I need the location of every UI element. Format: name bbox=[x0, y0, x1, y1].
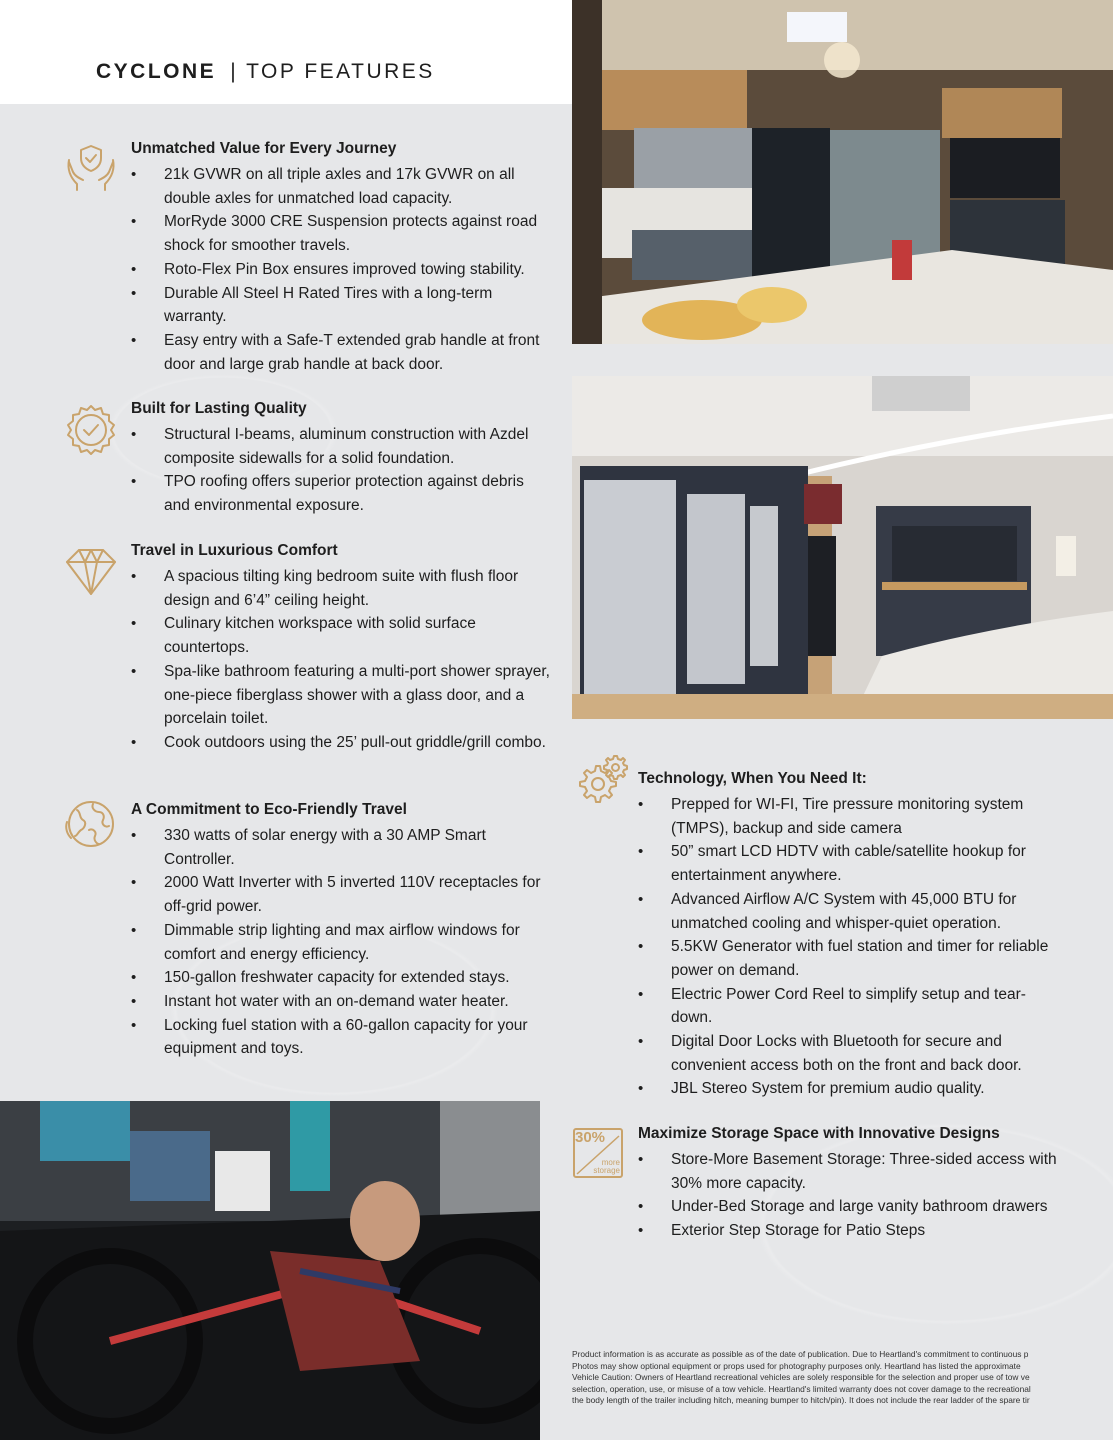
bedroom-photo bbox=[572, 376, 1113, 719]
list-item: • JBL Stereo System for premium audio quality. bbox=[638, 1077, 1058, 1101]
section-storage bbox=[638, 1124, 1058, 1243]
list-item: • A spacious tilting king bedroom suite with flush floor design and 6’4” ceiling height. bbox=[131, 565, 551, 612]
section-title: Built for Lasting Quality bbox=[131, 400, 307, 417]
list-item: • Instant hot water with an on-demand water heater. bbox=[131, 990, 551, 1014]
storage-badge-line1: more bbox=[601, 1158, 620, 1167]
feature-list bbox=[638, 1148, 1058, 1243]
section-value bbox=[131, 139, 551, 376]
feature-list bbox=[131, 423, 551, 518]
feature-list bbox=[131, 824, 551, 1061]
disclaimer-line: Vehicle Caution: Owners of Heartland recreational vehicles are solely responsible for the selection and proper use of tow ve bbox=[572, 1372, 1030, 1383]
diamond-icon bbox=[63, 542, 119, 598]
list-item: • 50” smart LCD HDTV with cable/satellite hookup for entertainment anywhere. bbox=[638, 840, 1058, 887]
section-quality bbox=[131, 399, 551, 518]
list-item: • MorRyde 3000 CRE Suspension protects against road shock for smoother travels. bbox=[131, 210, 551, 257]
list-item: • 2000 Watt Inverter with 5 inverted 110V receptacles for off-grid power. bbox=[131, 871, 551, 918]
list-item: • Prepped for WI-FI, Tire pressure monitoring system (TMPS), backup and side camera bbox=[638, 793, 1058, 840]
section-comfort bbox=[131, 541, 551, 755]
list-item: • 330 watts of solar energy with a 30 AMP Smart Controller. bbox=[131, 824, 551, 871]
list-item: • Cook outdoors using the 25’ pull-out griddle/grill combo. bbox=[131, 731, 551, 755]
section-title: Unmatched Value for Every Journey bbox=[131, 140, 397, 157]
list-item: • Digital Door Locks with Bluetooth for secure and convenient access both on the front and back door. bbox=[638, 1030, 1058, 1077]
list-item: • Under-Bed Storage and large vanity bathroom drawers bbox=[638, 1195, 1058, 1219]
disclaimer-text bbox=[572, 1349, 1113, 1409]
storage-badge-percent: 30% bbox=[575, 1129, 606, 1146]
list-item: • Spa-like bathroom featuring a multi-port shower sprayer, one-piece fiberglass shower with a glass door, and a porcelain toilet. bbox=[131, 660, 551, 731]
list-item: • Durable All Steel H Rated Tires with a long-term warranty. bbox=[131, 282, 551, 329]
list-item: • Easy entry with a Safe-T extended grab handle at front door and large grab handle at back door. bbox=[131, 329, 551, 376]
list-item: • Exterior Step Storage for Patio Steps bbox=[638, 1219, 1058, 1243]
brand-name: CYCLONE bbox=[96, 60, 217, 83]
garage-photo bbox=[0, 1101, 540, 1440]
list-item: • Structural I-beams, aluminum construction with Azdel composite sidewalls for a solid foundation. bbox=[131, 423, 551, 470]
list-item: • Electric Power Cord Reel to simplify setup and tear-down. bbox=[638, 983, 1058, 1030]
feature-list bbox=[131, 163, 551, 376]
list-item: • TPO roofing offers superior protection against debris and environmental exposure. bbox=[131, 470, 551, 517]
quality-badge-icon bbox=[63, 402, 119, 458]
storage-badge-caption bbox=[593, 1159, 620, 1175]
title-suffix: | TOP FEATURES bbox=[230, 60, 435, 83]
storage-30-icon bbox=[572, 1127, 626, 1181]
hands-shield-icon bbox=[63, 140, 119, 196]
section-title: Travel in Luxurious Comfort bbox=[131, 542, 338, 559]
section-title: Maximize Storage Space with Innovative Designs bbox=[638, 1125, 1000, 1142]
section-title: Technology, When You Need It: bbox=[638, 770, 867, 787]
disclaimer-line: selection, operation, use, or misuse of a tow vehicle. Heartland's limited warranty does not cover damage to the recreational bbox=[572, 1383, 1031, 1394]
storage-badge-line2: storage bbox=[593, 1166, 620, 1175]
list-item: • Advanced Airflow A/C System with 45,000 BTU for unmatched cooling and whisper-quiet operation. bbox=[638, 888, 1058, 935]
list-item: • 5.5KW Generator with fuel station and timer for reliable power on demand. bbox=[638, 935, 1058, 982]
gears-icon bbox=[572, 752, 628, 808]
page-title bbox=[96, 60, 435, 84]
section-eco bbox=[131, 800, 551, 1061]
page-header bbox=[0, 0, 572, 104]
list-item: • Locking fuel station with a 60-gallon capacity for your equipment and toys. bbox=[131, 1014, 551, 1061]
eco-globe-icon bbox=[63, 796, 119, 852]
feature-list bbox=[131, 565, 551, 755]
list-item: • Store-More Basement Storage: Three-sided access with 30% more capacity. bbox=[638, 1148, 1058, 1195]
list-item: • Dimmable strip lighting and max airflow windows for comfort and energy efficiency. bbox=[131, 919, 551, 966]
section-title: A Commitment to Eco-Friendly Travel bbox=[131, 801, 407, 818]
list-item: • Roto-Flex Pin Box ensures improved towing stability. bbox=[131, 258, 551, 282]
list-item: • Culinary kitchen workspace with solid surface countertops. bbox=[131, 612, 551, 659]
disclaimer-line: Photos may show optional equipment or props used for photography purposes only. Heartland has listed the approximate bbox=[572, 1360, 1021, 1371]
kitchen-photo bbox=[572, 0, 1113, 344]
list-item: • 150-gallon freshwater capacity for extended stays. bbox=[131, 966, 551, 990]
feature-list bbox=[638, 793, 1058, 1101]
disclaimer-line: Product information is as accurate as possible as of the date of publication. Due to Heartland's commitment to continuous p bbox=[572, 1349, 1029, 1359]
disclaimer-line: the body length of the trailer including hitch, meaning bumper to hitch/pin). It does not include the rear ladder of the spare tir bbox=[572, 1395, 1030, 1406]
list-item: • 21k GVWR on all triple axles and 17k GVWR on all double axles for unmatched load capacity. bbox=[131, 163, 551, 210]
section-technology bbox=[638, 769, 1058, 1101]
